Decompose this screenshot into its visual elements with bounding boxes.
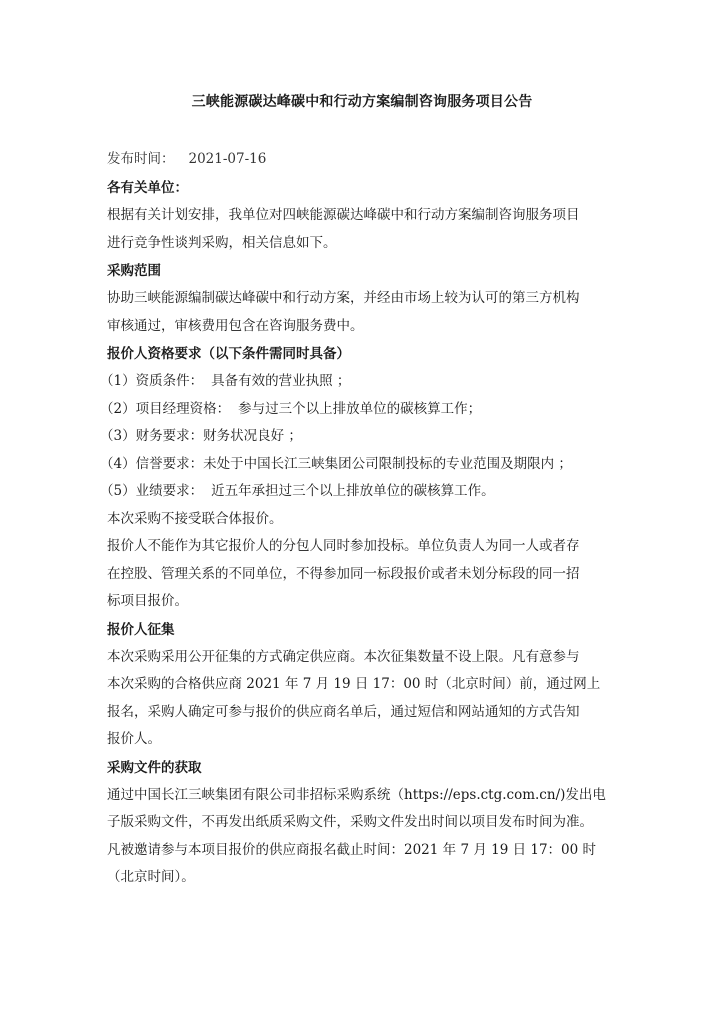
qualification-heading: 报价人资格要求（以下条件需同时具备） — [107, 346, 350, 362]
qualification-item-text: 具备有效的营业执照 ； — [211, 373, 351, 389]
solicitation-heading: 报价人征集 — [107, 621, 175, 638]
joint-bid-line: 本次采购不接受联合体报价。 — [107, 510, 283, 527]
subcontract-line: 报价人不能作为其它报价人的分包人同时参加投标。单位负责人为同一人或者存 — [107, 538, 580, 554]
documents-heading: 采购文件的获取 — [107, 759, 202, 776]
subcontract-note — [107, 533, 627, 616]
qualification-item-label: （5）业绩要求： — [100, 483, 204, 499]
documents-line: 子版采购文件，不再发出纸质采购文件，采购文件发出时间以项目发布时间为准。 — [107, 814, 593, 830]
intro-line: 根据有关计划安排，我单位对四峡能源碳达峰碳中和行动方案编制咨询服务项目 — [107, 207, 580, 223]
intro-paragraph — [107, 202, 627, 257]
scope-line: 协助三峡能源编制碳达峰碳中和行动方案，并经由市场上较为认可的第三方机构 — [107, 290, 580, 306]
qualification-item-label: （4）信誉要求： — [100, 455, 204, 472]
solicitation-paragraph — [107, 644, 627, 754]
joint-bid-note — [107, 506, 627, 534]
solicitation-line: 报价人。 — [107, 731, 161, 747]
page-title: 三峡能源碳达峰碳中和行动方案编制咨询服务项目公告 — [191, 94, 533, 110]
scope-line: 审核通过，审核费用包含在咨询服务费中。 — [107, 317, 364, 334]
qualification-item-2 — [100, 396, 627, 424]
documents-paragraph — [107, 782, 627, 892]
documents-line: 通过中国长江三峡集团有限公司非招标采购系统（https://eps.ctg.com.cn/)发出电 — [107, 786, 606, 803]
subcontract-line: 标项目报价。 — [107, 593, 188, 609]
qualification-item-3 — [100, 423, 627, 451]
solicitation-line: 本次采购的合格供应商 2021 年 7 月 19 日 17：00 时（北京时间）前，通过网上 — [107, 676, 601, 692]
qualification-item-text: 财务状况良好 ； — [203, 428, 302, 444]
subcontract-line: 在控股、管理关系的不同单位，不得参加同一标段报价或者未划分标段的同一招 — [107, 565, 580, 582]
publish-date-value: 2021-07-16 — [188, 151, 267, 167]
solicitation-line: 本次采购采用公开征集的方式确定供应商。本次征集数量不设上限。凡有意参与 — [107, 648, 580, 665]
solicitation-line: 报名，采购人确定可参与报价的供应商名单后，通过短信和网站通知的方式告知 — [107, 703, 580, 720]
qualification-item-label: （3）财务要求： — [100, 428, 204, 444]
documents-line: （北京时间）。 — [107, 869, 195, 885]
qualification-item-text: 未处于中国长江三峡集团公司限制投标的专业范围及期限内 ； — [203, 455, 572, 472]
qualification-item-5 — [100, 478, 627, 506]
scope-heading: 采购范围 — [107, 263, 161, 279]
qualification-item-label: （2）项目经理资格： — [100, 400, 231, 417]
scope-paragraph — [107, 285, 627, 340]
addressee-heading: 各有关单位： — [107, 180, 188, 196]
publish-date-label: 发布时间： — [107, 151, 175, 167]
document-body — [100, 148, 627, 892]
publish-date-row — [107, 148, 627, 170]
intro-line: 进行竞争性谈判采购，相关信息如下。 — [107, 234, 337, 251]
qualification-item-text: 近五年承担过三个以上排放单位的碳核算工作。 — [211, 483, 495, 499]
qualification-item-label: （1）资质条件： — [100, 373, 204, 389]
documents-line: 凡被邀请参与本项目报价的供应商报名截止时间：2021 年 7 月 19 日 17：00 时 — [107, 841, 597, 858]
qualification-item-text: 参与过三个以上排放单位的碳核算工作； — [238, 400, 482, 417]
qualification-item-1 — [100, 368, 627, 396]
qualification-item-4 — [100, 451, 627, 479]
